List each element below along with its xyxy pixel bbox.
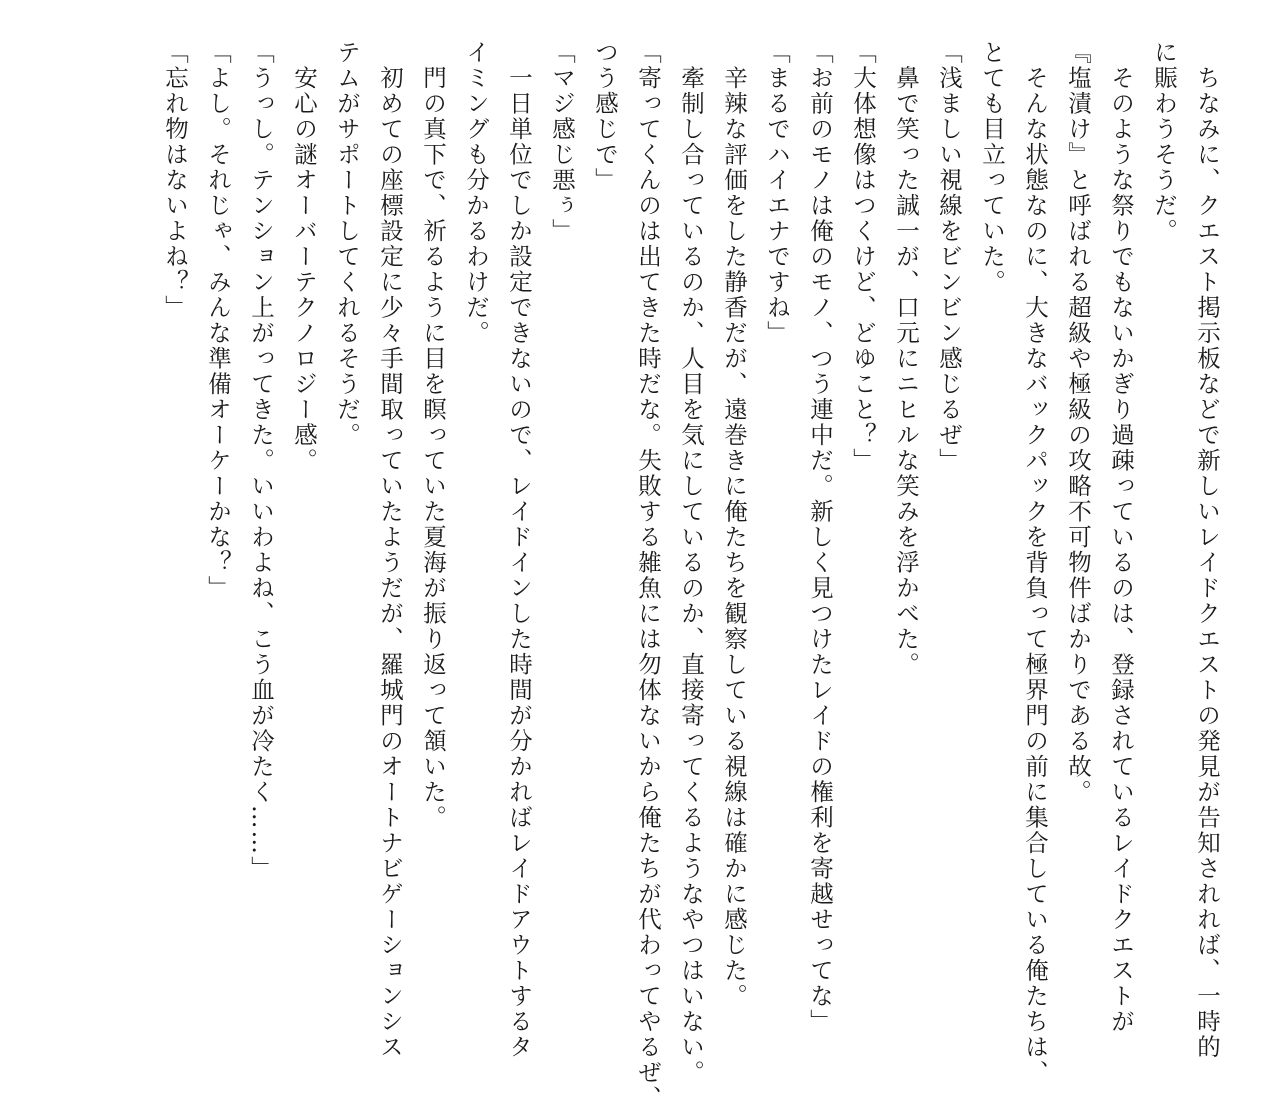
text-line: イミングも分かるわけだ。 [462,40,490,346]
text-line: つう感じで」 [591,40,619,193]
text-line: 「浅ましい視線をビンビン感じるぜ」 [935,40,963,474]
text-line: 「お前のモノは俺のモノ、つう連中だ。新しく見つけたレイドの権利を寄越せってな」 [806,40,834,1035]
text-line: ちなみに、クエスト掲示板などで新しいレイドクエストの発見が告知されれば、一時的 [1193,40,1221,1060]
text-line: に賑わうそうだ。 [1150,40,1178,244]
text-line: 「忘れ物はないよね？」 [161,40,189,321]
text-line: 牽制し合っているのか、人目を気にしているのか、直接寄ってくるようなやつはいない。 [677,40,705,1086]
text-line: 門の真下で、祈るように目を瞑っていた夏海が振り返って頷いた。 [419,40,447,831]
text-line: 初めての座標設定に少々手間取っていたようだが、羅城門のオートナビゲーションシス [376,40,404,1060]
text-line: 「よし。それじゃ、みんな準備オーケーかな？」 [204,40,232,601]
text-line: 辛辣な評価をした静香だが、遠巻きに俺たちを観察している視線は確かに感じた。 [720,40,748,1009]
text-line: 「マジ感じ悪ぅ」 [548,40,576,244]
text-line: 「まるでハイエナですね」 [763,40,791,346]
text-line: 鼻で笑った誠一が、口元にニヒルな笑みを浮かべた。 [892,40,920,678]
text-line: そのような祭りでもないかぎり過疎っているのは、登録されているレイドクエストが [1107,40,1135,1035]
text-line: 安心の謎オーバーテクノロジー感。 [290,40,318,474]
text-line: 一日単位でしか設定できないので、レイドインした時間が分かればレイドアウトするタ [505,40,533,1060]
text-line: とても目立っていた。 [978,40,1006,295]
text-line: テムがサポートしてくれるそうだ。 [333,40,361,448]
text-line: 「寄ってくんのは出てきた時だな。失敗する雑魚には勿体ないから俺たちが代わってやるぜ、 [634,40,662,1111]
text-line: そんな状態なのに、大きなバックパックを背負って極界門の前に集合している俺たちは、 [1021,40,1049,1086]
text-line: 「うっし。テンション上がってきた。いいわよね、こう血が冷たく……」 [247,40,275,882]
text-line: 「大体想像はつくけど、どゆこと？」 [849,40,877,474]
text-line: 『塩漬け』と呼ばれる超級や極級の攻略不可物件ばかりである故。 [1064,40,1092,805]
vertical-text-body [153,40,1228,1111]
